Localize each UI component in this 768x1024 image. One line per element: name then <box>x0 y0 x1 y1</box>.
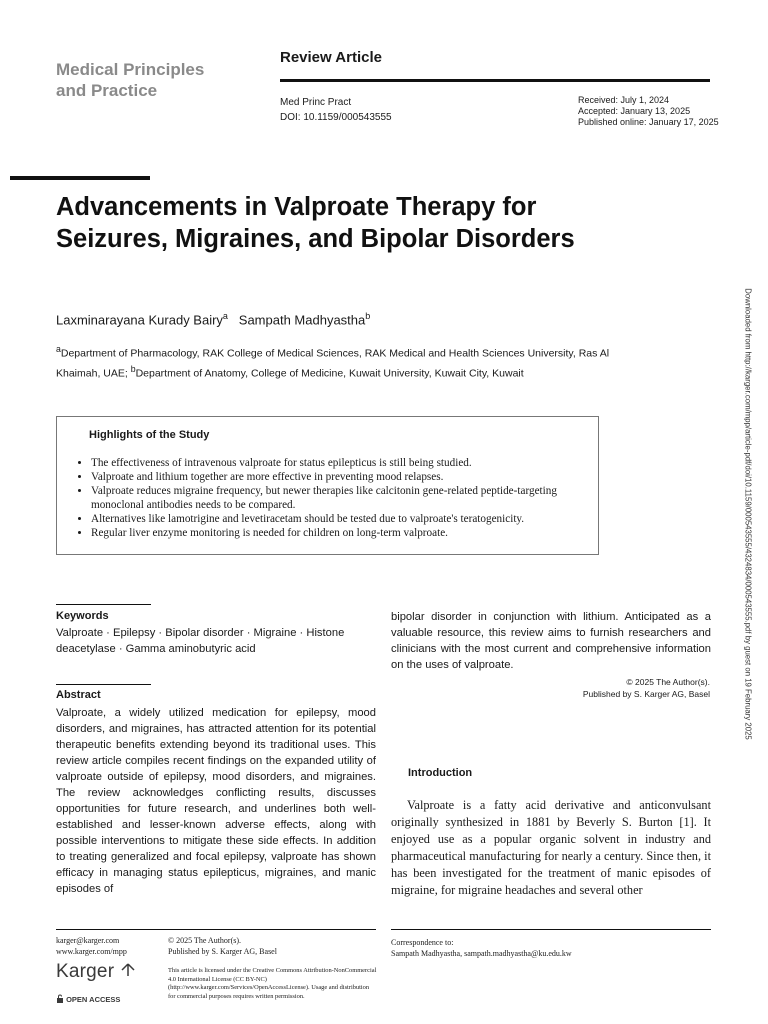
keywords-heading: Keywords <box>56 610 109 622</box>
highlight-item: • Regular liver enzyme monitoring is needed for children on long-term valproate. <box>91 526 611 540</box>
article-type: Review Article <box>280 49 382 66</box>
karger-logo <box>56 961 136 983</box>
journal-name-line1: Medical Principles <box>56 60 205 79</box>
author-affiliation-mark: b <box>365 311 371 321</box>
journal-abbreviation: Med Princ Pract <box>280 97 352 108</box>
author-list <box>56 311 370 327</box>
keywords-rule <box>56 604 151 605</box>
highlight-item: • Valproate and lithium together are more effective in preventing mood relapses. <box>91 470 611 484</box>
affiliation-b: Department of Anatomy, College of Medicine, Kuwait University, Kuwait City, Kuwait <box>135 367 524 379</box>
copyright-line: © 2025 The Author(s). <box>626 677 710 687</box>
affiliation-a: Department of Pharmacology, RAK College of Medical Sciences, RAK Medical and Health Sciences University, Ras Al Khaimah, UAE; <box>56 347 610 379</box>
accepted-date: Accepted: January 13, 2025 <box>578 106 691 116</box>
logo-wordmark: Karger <box>56 961 115 982</box>
correspondence-label: Correspondence to: <box>391 938 454 947</box>
keywords-text: Valproate · Epilepsy · Bipolar disorder · Migraine · Histone deacetylase · Gamma aminobutyric acid <box>56 627 345 655</box>
journal-name-line2: and Practice <box>56 81 158 100</box>
logo-mark-icon <box>120 962 136 978</box>
affiliation-mark: b <box>130 363 136 374</box>
footer-rule-left <box>56 929 376 930</box>
author-affiliation-mark: a <box>222 311 228 321</box>
highlight-item: • Valproate reduces migraine frequency, but newer therapies like calcitonin gene-related peptide-targeting monoclonal antibodies needs to be compared. <box>91 484 611 512</box>
open-access-badge <box>56 994 120 1004</box>
dates-meta <box>578 95 719 128</box>
abstract-rule <box>56 684 151 685</box>
correspondence <box>391 937 572 959</box>
header-rule <box>280 79 710 82</box>
open-access-label: OPEN ACCESS <box>66 995 121 1004</box>
doi-link[interactable]: DOI: 10.1159/000543555 <box>280 112 392 123</box>
highlight-item: • The effectiveness of intravenous valproate for status epilepticus is still being studied. <box>91 456 611 470</box>
published-date: Published online: January 17, 2025 <box>578 117 719 127</box>
highlights-title: Highlights of the Study <box>89 429 210 441</box>
highlights-box <box>56 416 599 555</box>
highlights-list <box>73 456 611 540</box>
download-side-text: Downloaded from http://karger.com/mpp/article-pdf/doi/10.1159/000543555/4324834/000543555.pdf by guest on 19 February 2025 <box>743 288 753 740</box>
affiliations <box>56 342 616 381</box>
citation-meta <box>280 95 392 125</box>
abstract-text: Valproate, a widely utilized medication for epilepsy, mood disorders, and migraines, has attracted attention for its potential therapeutic benefits extending beyond its traditional uses. This review article compiles recent findings on the expanded utility of valproate outside of epilepsy, mood disorders, and migraines. The review acknowledges conflicting results, discusses opportunities for future research, and underlines both well-established and lesser-known adverse effects, along with possible interventions to mitigate these side effects. In addition to treating generalized and focal epilepsy, valproate has shown efficacy in managing status epilepticus, migraines, and manic episodes of <box>56 707 376 895</box>
introduction-heading: Introduction <box>408 767 473 779</box>
abstract-continuation: bipolar disorder in conjunction with lithium. Anticipated as a valuable resource, this review aims to furnish researchers and clinicians with the most current and comprehensive information on the uses of valproate. <box>391 611 711 671</box>
publisher-line: Published by S. Karger AG, Basel <box>582 689 710 699</box>
journal-name <box>56 59 204 101</box>
publisher-email[interactable]: karger@karger.com <box>56 936 120 945</box>
footer-copyright <box>168 935 277 957</box>
introduction-text: Valproate is a fatty acid derivative and anticonvulsant originally synthesized in 1881 by Beverly S. Burton [1]. It enjoyed use as a popular organic solvent in industry and pharmaceutical manufacturing for nearly a century. Since then, it has been investigated for the treatment of manic episodes of migraine, for migraine headaches and several other <box>391 798 711 897</box>
title-rule <box>10 176 150 180</box>
copyright-notice <box>480 676 710 700</box>
license-text: This article is licensed under the Creative Commons Attribution-NonCommercial 4.0 International License (CC BY-NC) (http://www.karger.com/Services/OpenAccessLicense). Usage and distribution for commercial purposes requires written permission. <box>168 967 377 1000</box>
footer-publisher-line: Published by S. Karger AG, Basel <box>168 947 277 956</box>
received-date: Received: July 1, 2024 <box>578 95 670 105</box>
footer-copyright-line: © 2025 The Author(s). <box>168 936 242 945</box>
correspondence-contact[interactable]: Sampath Madhyastha, sampath.madhyastha@ku.edu.kw <box>391 949 572 958</box>
footer-rule-right <box>391 929 711 930</box>
highlight-item: • Alternatives like lamotrigine and levetiracetam should be tested due to valproate's teratogenicity. <box>91 512 611 526</box>
author-name: Sampath Madhyastha <box>238 312 366 328</box>
author-name: Laxminarayana Kurady Bairy <box>56 312 223 328</box>
open-lock-icon <box>56 994 64 1003</box>
affiliation-mark: a <box>56 344 61 354</box>
publisher-contact <box>56 935 127 957</box>
publisher-website[interactable]: www.karger.com/mpp <box>56 947 127 956</box>
article-title: Advancements in Valproate Therapy for Seizures, Migraines, and Bipolar Disorders <box>56 193 575 253</box>
abstract-heading: Abstract <box>56 689 101 701</box>
download-side-note <box>738 284 758 744</box>
